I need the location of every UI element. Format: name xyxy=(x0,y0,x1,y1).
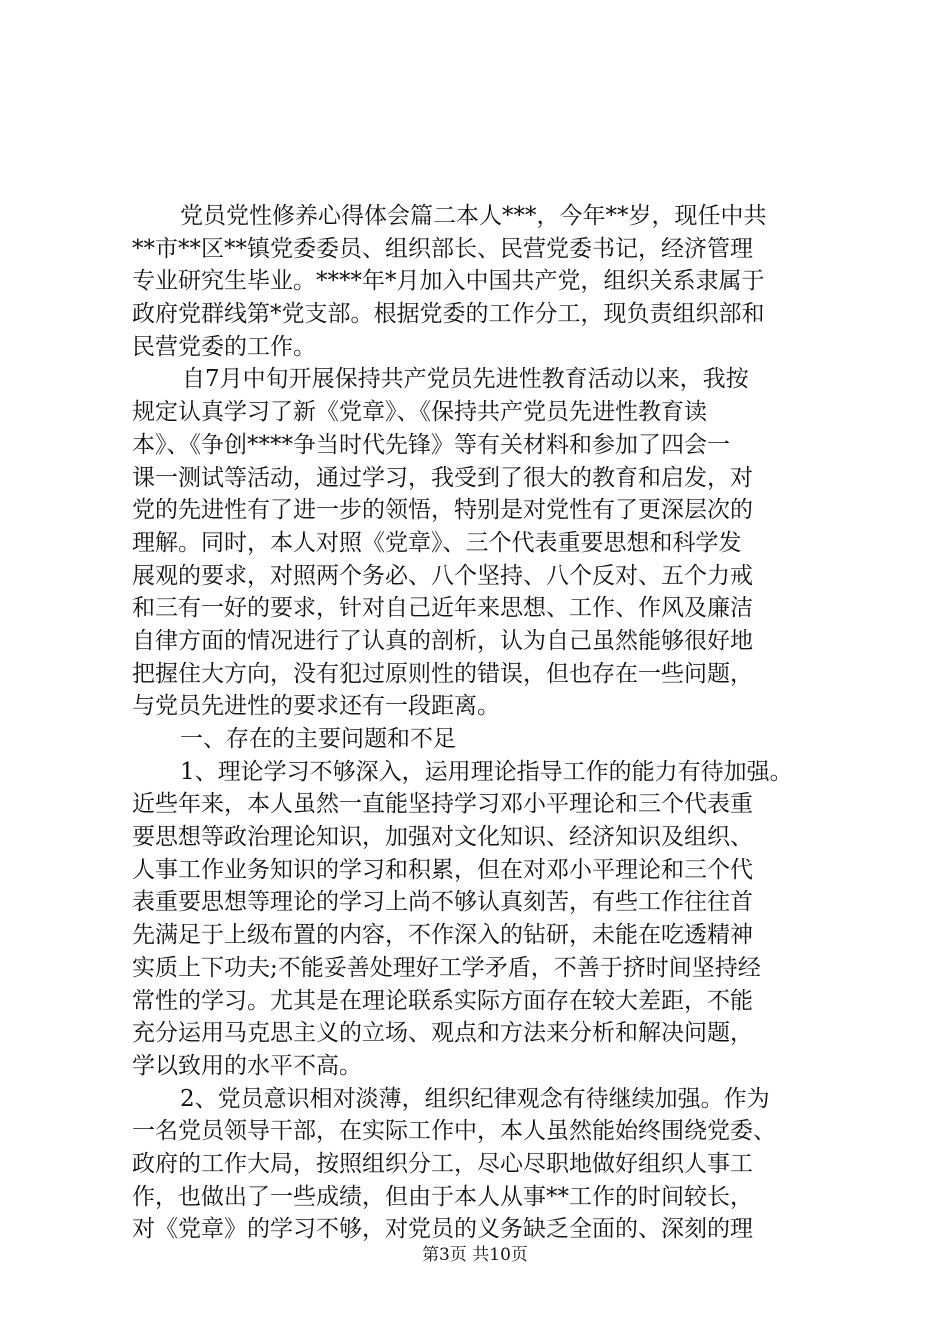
paragraph-line: 近些年来，本人虽然一直能坚持学习邓小平理论和三个代表重 xyxy=(132,791,753,818)
paragraph-line: 规定认真学习了新《党章》、《保持共产党员先进性教育读 xyxy=(132,399,707,426)
paragraph-line: 本》、《争创****争当时代先锋》等有关材料和参加了四会一 xyxy=(132,431,730,458)
paragraph-line: 先满足于上级布置的内容，不作深入的钻研，未能在吃透精神 xyxy=(132,922,753,949)
paragraph-line: 表重要思想等理论的学习上尚不够认真刻苦，有些工作往往首 xyxy=(132,889,753,916)
paragraph-line: 自7月中旬开展保持共产党员先进性教育活动以来，我按 xyxy=(182,366,749,393)
paragraph-line: 充分运用马克思主义的立场、观点和方法来分析和解决问题， xyxy=(132,1020,753,1047)
paragraph-line: 常性的学习。尤其是在理论联系实际方面存在较大差距，不能 xyxy=(132,987,753,1014)
paragraph-line: 与党员先进性的要求还有一段距离。 xyxy=(132,693,500,720)
document-body xyxy=(132,200,842,1246)
paragraph-line: 人事工作业务知识的学习和积累，但在对邓小平理论和三个代 xyxy=(132,856,753,883)
paragraph-line: 政府的工作大局，按照组织分工，尽心尽职地做好组织人事工 xyxy=(132,1150,753,1177)
paragraph-line: 把握住大方向，没有犯过原则性的错误，但也存在一些问题， xyxy=(132,660,753,687)
paragraph-line: 学以致用的水平不高。 xyxy=(132,1052,362,1079)
paragraph-line: 理解。同时，本人对照《党章》、三个代表重要思想和科学发 xyxy=(132,529,742,556)
paragraph-line: 一名党员领导干部，在实际工作中，本人虽然能始终围绕党委、 xyxy=(132,1118,776,1145)
paragraph-line: 作，也做出了一些成绩，但由于本人从事**工作的时间较长， xyxy=(132,1183,753,1210)
paragraph-line: 党员党性修养心得体会篇二本人***，今年**岁，现任中共 xyxy=(180,203,767,229)
paragraph-line: 党的先进性有了进一步的领悟，特别是对党性有了更深层次的 xyxy=(132,497,753,524)
paragraph-line: 政府党群线第*党支部。根据党委的工作分工，现负责组织部和 xyxy=(132,301,765,328)
page-number-footer: 第3页 共10页 xyxy=(422,1245,528,1265)
paragraph-line: 和三有一好的要求，针对自己近年来思想、工作、作风及廉洁 xyxy=(132,595,753,622)
paragraph-line: 1、理论学习不够深入，运用理论指导工作的能力有待加强。 xyxy=(180,758,793,785)
paragraph-line: **市**区**镇党委委员、组织部长、民营党委书记，经济管理 xyxy=(132,235,753,262)
section-heading: 一、存在的主要问题和不足 xyxy=(180,726,456,752)
paragraph-line: 专业研究生毕业。****年*月加入中国共产党，组织关系隶属于 xyxy=(132,268,765,295)
paragraph-line: 课一测试等活动，通过学习，我受到了很大的教育和启发，对 xyxy=(132,464,753,491)
paragraph-line: 展观的要求，对照两个务必、八个坚持、八个反对、五个力戒 xyxy=(132,562,753,589)
paragraph-line: 实质上下功夫;不能妥善处理好工学矛盾，不善于挤时间坚持经 xyxy=(132,954,761,981)
paragraph-line: 对《党章》的学习不够，对党员的义务缺乏全面的、深刻的理 xyxy=(132,1216,753,1243)
paragraph-line: 民营党委的工作。 xyxy=(132,333,316,360)
paragraph-line: 2、党员意识相对淡薄，组织纪律观念有待继续加强。作为 xyxy=(180,1085,770,1112)
paragraph-line: 自律方面的情况进行了认真的剖析，认为自己虽然能够很好地 xyxy=(132,627,753,654)
paragraph-line: 要思想等政治理论知识，加强对文化知识、经济知识及组织、 xyxy=(132,824,753,851)
